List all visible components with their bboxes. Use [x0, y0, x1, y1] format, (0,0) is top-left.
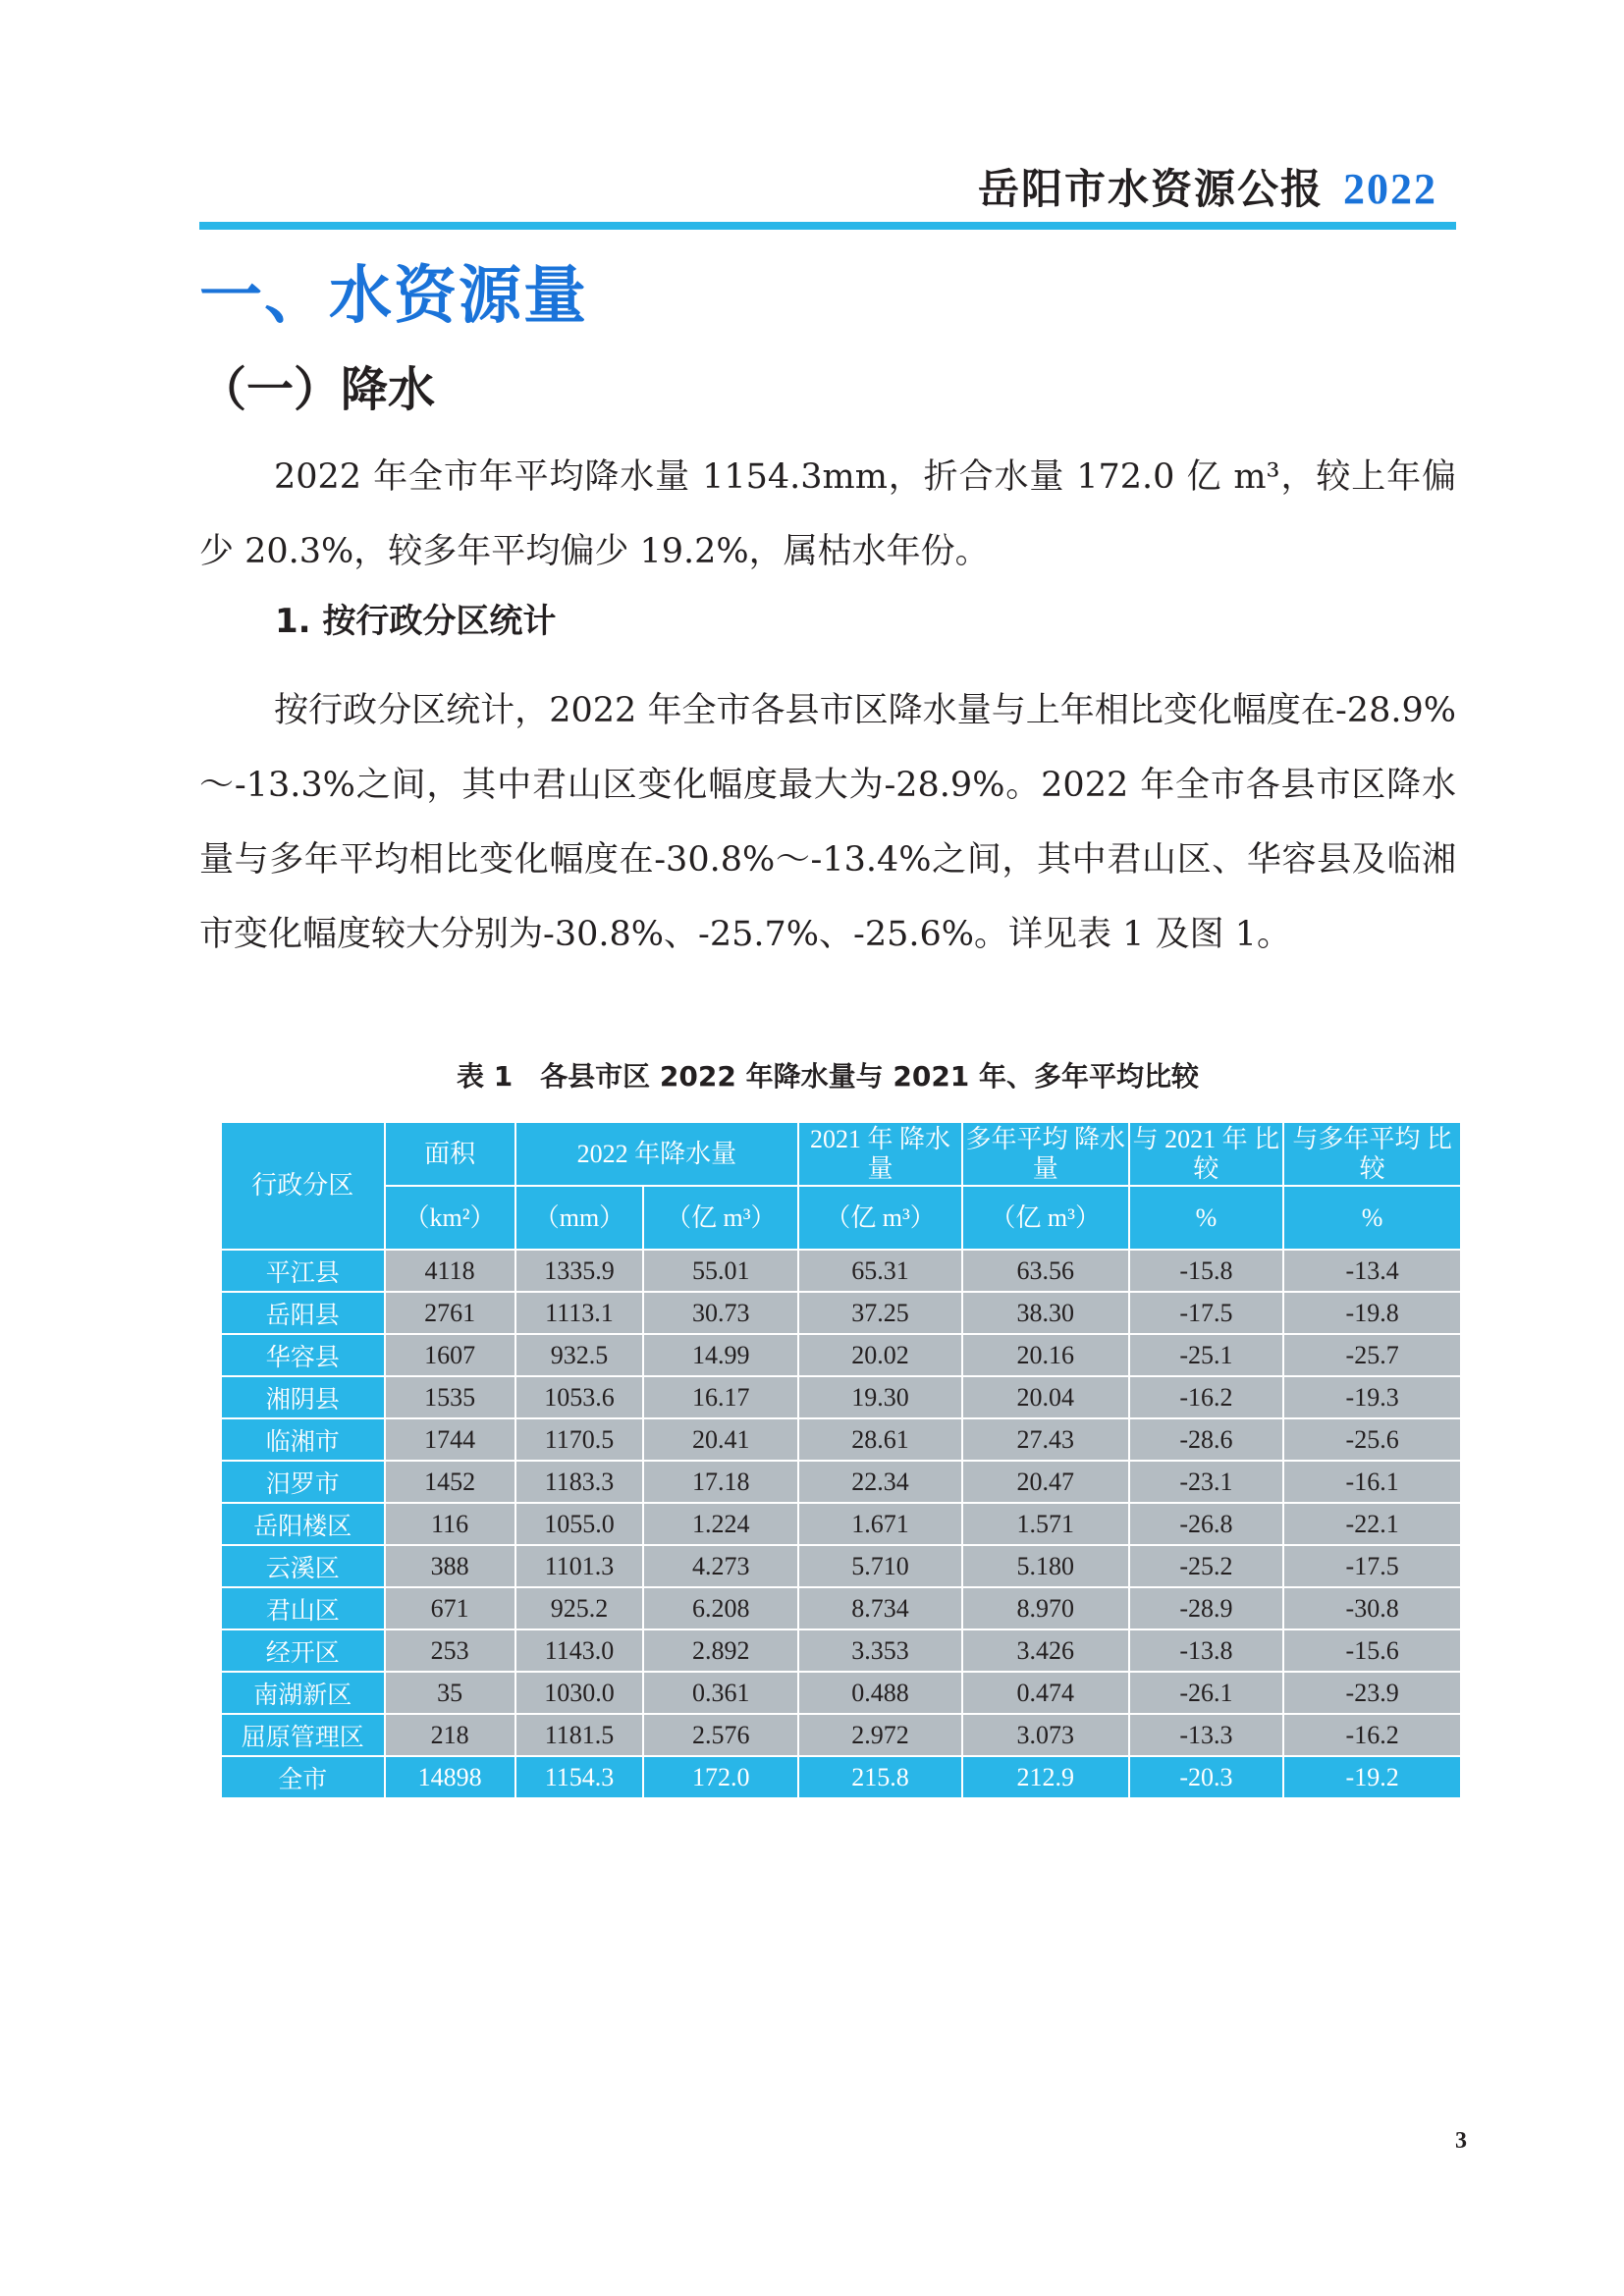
table-caption: 表 1 各县市区 2022 年降水量与 2021 年、多年平均比较: [456, 1060, 1200, 1093]
cell-rain-mm: 1053.6: [515, 1376, 644, 1418]
header-rain-2021: 2021 年 降水量: [798, 1122, 962, 1186]
cell-region: 汨罗市: [221, 1461, 385, 1503]
cell-rain-2021: 5.710: [798, 1545, 962, 1587]
cell-rain-mm: 1030.0: [515, 1672, 644, 1714]
cell-rain-2021: 65.31: [798, 1250, 962, 1292]
cell-compare-2021: -15.8: [1129, 1250, 1284, 1292]
cell-average: 20.16: [962, 1334, 1129, 1376]
header-area: 面积: [385, 1122, 515, 1186]
cell-rain-mm: 1101.3: [515, 1545, 644, 1587]
unit-mm: （mm）: [515, 1186, 644, 1250]
cell-rain-volume: 2.576: [643, 1714, 798, 1756]
cell-rain-mm: 1143.0: [515, 1629, 644, 1672]
cell-area: 1607: [385, 1334, 515, 1376]
cell-rain-2021: 28.61: [798, 1418, 962, 1461]
rainfall-comparison-table: [220, 1121, 1462, 1799]
cell-rain-2021: 3.353: [798, 1629, 962, 1672]
table-row: [221, 1587, 1461, 1629]
cell-average: 3.073: [962, 1714, 1129, 1756]
header-compare-average: 与多年平均 比较: [1283, 1122, 1461, 1186]
cell-compare-average: -16.1: [1283, 1461, 1461, 1503]
cell-compare-average: -19.8: [1283, 1292, 1461, 1334]
paragraph-precipitation-summary: 2022 年全市年平均降水量 1154.3mm，折合水量 172.0 亿 m³，较上年偏少 20.3%，较多年平均偏少 19.2%，属枯水年份。: [199, 457, 1456, 571]
cell-region: 南湖新区: [221, 1672, 385, 1714]
cell-average: 3.426: [962, 1629, 1129, 1672]
table-row: [221, 1545, 1461, 1587]
cell-region: 平江县: [221, 1250, 385, 1292]
cell-compare-2021: -13.3: [1129, 1714, 1284, 1756]
table-row: [221, 1376, 1461, 1418]
cell-rain-mm: 1183.3: [515, 1461, 644, 1503]
cell-area: 671: [385, 1587, 515, 1629]
cell-region: 屈原管理区: [221, 1714, 385, 1756]
unit-average: （亿 m³）: [962, 1186, 1129, 1250]
cell-rain-2021: 215.8: [798, 1756, 962, 1798]
unit-volume: （亿 m³）: [643, 1186, 798, 1250]
table-row: [221, 1672, 1461, 1714]
cell-rain-mm: 932.5: [515, 1334, 644, 1376]
cell-rain-2021: 20.02: [798, 1334, 962, 1376]
cell-region: 经开区: [221, 1629, 385, 1672]
header-rain-2022: 2022 年降水量: [515, 1122, 799, 1186]
cell-compare-average: -19.2: [1283, 1756, 1461, 1798]
cell-rain-volume: 172.0: [643, 1756, 798, 1798]
cell-region: 全市: [221, 1756, 385, 1798]
cell-compare-2021: -26.8: [1129, 1503, 1284, 1545]
cell-average: 20.47: [962, 1461, 1129, 1503]
cell-compare-2021: -28.6: [1129, 1418, 1284, 1461]
cell-area: 116: [385, 1503, 515, 1545]
cell-average: 212.9: [962, 1756, 1129, 1798]
table-row: [221, 1714, 1461, 1756]
table-row: [221, 1461, 1461, 1503]
cell-area: 14898: [385, 1756, 515, 1798]
header-year: 2022: [1343, 165, 1437, 213]
cell-compare-2021: -17.5: [1129, 1292, 1284, 1334]
cell-area: 1744: [385, 1418, 515, 1461]
cell-rain-mm: 1170.5: [515, 1418, 644, 1461]
table-body: [221, 1250, 1461, 1798]
cell-compare-average: -30.8: [1283, 1587, 1461, 1629]
cell-area: 35: [385, 1672, 515, 1714]
cell-average: 8.970: [962, 1587, 1129, 1629]
section-title: 一、水资源量: [199, 260, 588, 333]
table-unit-row: [221, 1186, 1461, 1250]
cell-compare-2021: -25.2: [1129, 1545, 1284, 1587]
cell-average: 20.04: [962, 1376, 1129, 1418]
cell-rain-mm: 1335.9: [515, 1250, 644, 1292]
cell-average: 0.474: [962, 1672, 1129, 1714]
cell-compare-2021: -13.8: [1129, 1629, 1284, 1672]
unit-pct-average: %: [1283, 1186, 1461, 1250]
page-number: 3: [1455, 2128, 1467, 2154]
cell-compare-average: -22.1: [1283, 1503, 1461, 1545]
cell-rain-volume: 55.01: [643, 1250, 798, 1292]
paragraph-admin-division: 按行政分区统计，2022 年全市各县市区降水量与上年相比变化幅度在-28.9%～-13.3%之间，其中君山区变化幅度最大为-28.9%。2022 年全市各县市区降水量与多年平均相比变化幅度在-30.8%～-13.4%之间，其中君山区、华容县及临湘市变化幅度较大分别为-30.8%、-25.7%、-25.6%。详见表 1 及图 1。: [199, 691, 1456, 954]
cell-rain-volume: 2.892: [643, 1629, 798, 1672]
cell-rain-2021: 1.671: [798, 1503, 962, 1545]
cell-compare-2021: -26.1: [1129, 1672, 1284, 1714]
table-header-row: [221, 1122, 1461, 1186]
cell-rain-2021: 2.972: [798, 1714, 962, 1756]
cell-rain-volume: 6.208: [643, 1587, 798, 1629]
cell-rain-volume: 17.18: [643, 1461, 798, 1503]
unit-2021: （亿 m³）: [798, 1186, 962, 1250]
cell-rain-volume: 4.273: [643, 1545, 798, 1587]
cell-compare-average: -23.9: [1283, 1672, 1461, 1714]
cell-rain-2021: 19.30: [798, 1376, 962, 1418]
table-row: [221, 1292, 1461, 1334]
cell-area: 253: [385, 1629, 515, 1672]
cell-average: 63.56: [962, 1250, 1129, 1292]
cell-compare-2021: -28.9: [1129, 1587, 1284, 1629]
cell-compare-average: -25.6: [1283, 1418, 1461, 1461]
cell-average: 1.571: [962, 1503, 1129, 1545]
cell-rain-volume: 16.17: [643, 1376, 798, 1418]
cell-rain-volume: 14.99: [643, 1334, 798, 1376]
cell-rain-mm: 1113.1: [515, 1292, 644, 1334]
table-row: [221, 1629, 1461, 1672]
cell-rain-volume: 1.224: [643, 1503, 798, 1545]
cell-region: 君山区: [221, 1587, 385, 1629]
cell-area: 4118: [385, 1250, 515, 1292]
cell-rain-mm: 1055.0: [515, 1503, 644, 1545]
cell-compare-2021: -16.2: [1129, 1376, 1284, 1418]
cell-compare-2021: -20.3: [1129, 1756, 1284, 1798]
cell-region: 云溪区: [221, 1545, 385, 1587]
table-row: [221, 1503, 1461, 1545]
cell-region: 湘阴县: [221, 1376, 385, 1418]
subsection-title: （一）降水: [199, 362, 436, 417]
cell-area: 388: [385, 1545, 515, 1587]
header-region: 行政分区: [221, 1122, 385, 1250]
cell-rain-volume: 20.41: [643, 1418, 798, 1461]
cell-region: 临湘市: [221, 1418, 385, 1461]
header-title: [978, 157, 1437, 216]
table-row: [221, 1418, 1461, 1461]
header-compare-2021: 与 2021 年 比较: [1129, 1122, 1284, 1186]
cell-rain-2021: 0.488: [798, 1672, 962, 1714]
cell-compare-average: -25.7: [1283, 1334, 1461, 1376]
table-row: [221, 1756, 1461, 1798]
cell-rain-mm: 925.2: [515, 1587, 644, 1629]
cell-region: 华容县: [221, 1334, 385, 1376]
cell-compare-average: -17.5: [1283, 1545, 1461, 1587]
table-row: [221, 1334, 1461, 1376]
cell-region: 岳阳楼区: [221, 1503, 385, 1545]
cell-compare-average: -13.4: [1283, 1250, 1461, 1292]
cell-region: 岳阳县: [221, 1292, 385, 1334]
cell-average: 5.180: [962, 1545, 1129, 1587]
cell-compare-2021: -25.1: [1129, 1334, 1284, 1376]
subheading-admin-division: 1. 按行政分区统计: [275, 602, 557, 641]
table-row: [221, 1250, 1461, 1292]
cell-compare-average: -15.6: [1283, 1629, 1461, 1672]
cell-rain-volume: 0.361: [643, 1672, 798, 1714]
cell-rain-2021: 8.734: [798, 1587, 962, 1629]
cell-area: 1452: [385, 1461, 515, 1503]
unit-area: （km²）: [385, 1186, 515, 1250]
cell-area: 1535: [385, 1376, 515, 1418]
cell-rain-mm: 1181.5: [515, 1714, 644, 1756]
header-average: 多年平均 降水量: [962, 1122, 1129, 1186]
cell-rain-2021: 37.25: [798, 1292, 962, 1334]
cell-rain-mm: 1154.3: [515, 1756, 644, 1798]
unit-pct-2021: %: [1129, 1186, 1284, 1250]
cell-area: 218: [385, 1714, 515, 1756]
cell-compare-average: -19.3: [1283, 1376, 1461, 1418]
cell-rain-volume: 30.73: [643, 1292, 798, 1334]
header-title-text: 岳阳市水资源公报: [977, 165, 1324, 213]
cell-area: 2761: [385, 1292, 515, 1334]
cell-compare-2021: -23.1: [1129, 1461, 1284, 1503]
cell-average: 38.30: [962, 1292, 1129, 1334]
cell-compare-average: -16.2: [1283, 1714, 1461, 1756]
cell-rain-2021: 22.34: [798, 1461, 962, 1503]
header-rule: [199, 222, 1456, 230]
cell-average: 27.43: [962, 1418, 1129, 1461]
